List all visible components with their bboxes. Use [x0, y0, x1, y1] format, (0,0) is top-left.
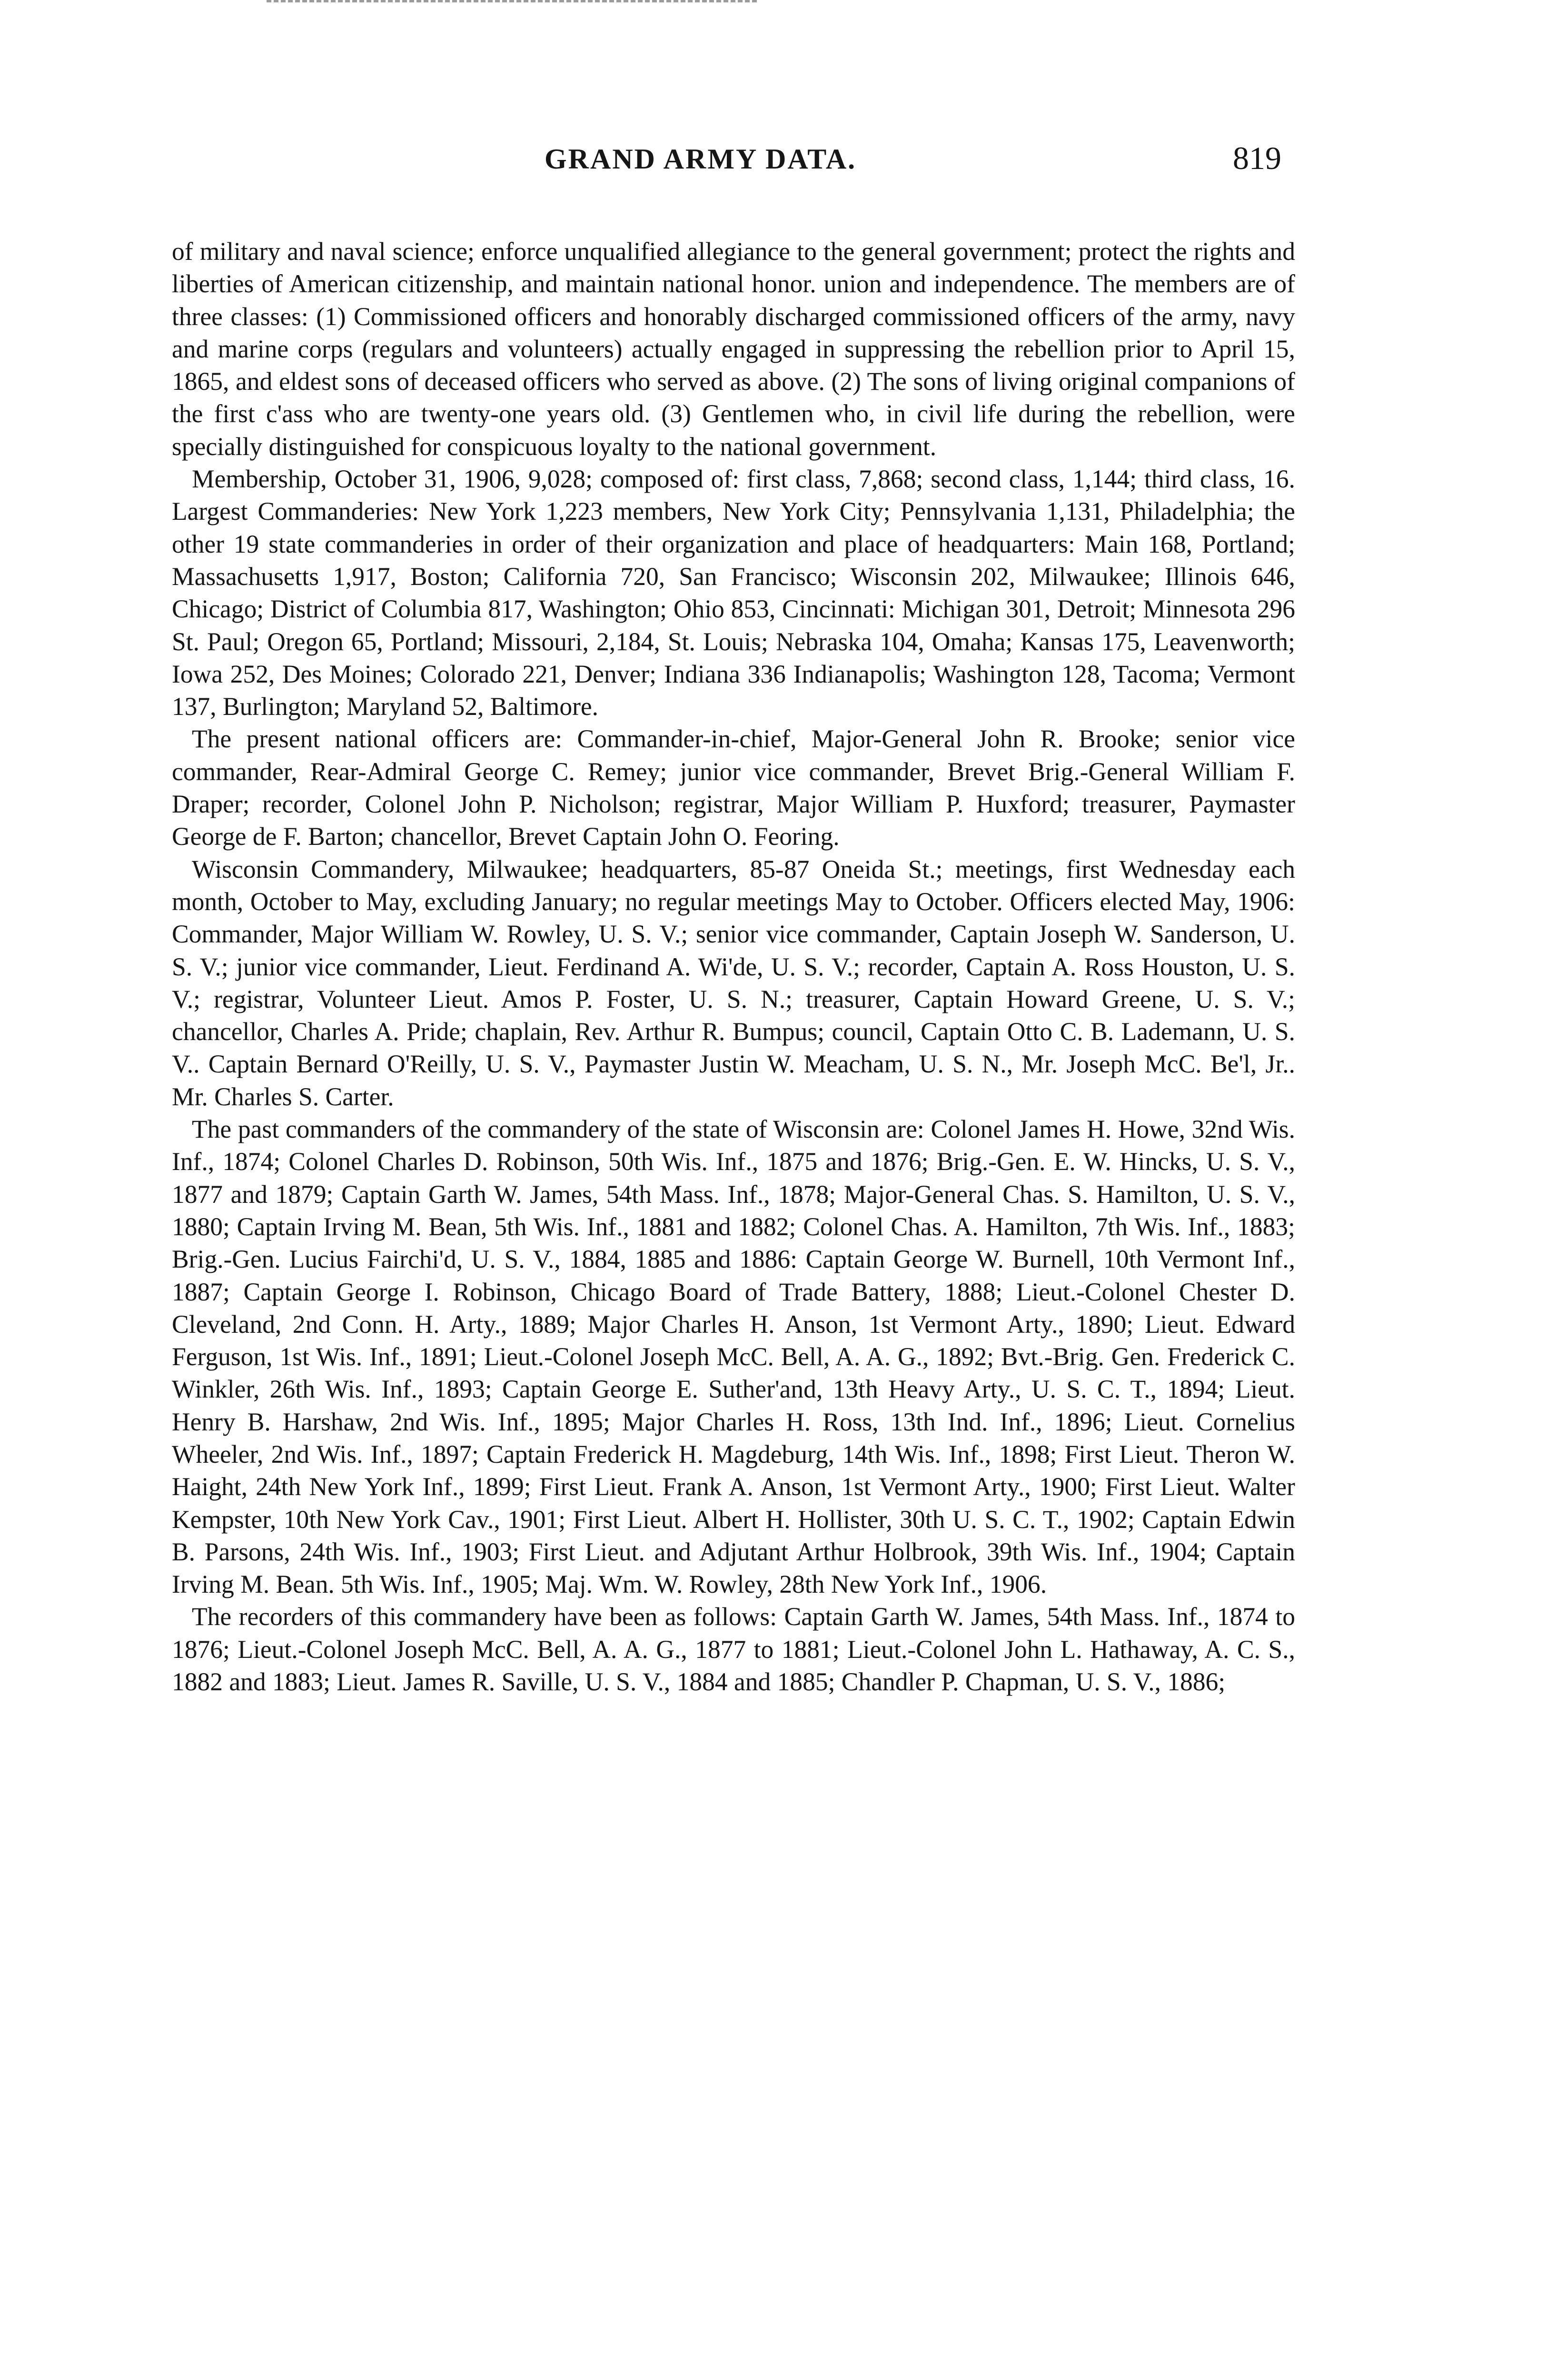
paragraph-national-officers: The present national officers are: Commander-in-chief, Major-General John R. Brooke; senior vice commander, Rear-Admiral George C. Remey; junior vice commander, Brevet Brig.-General William F. Draper; recorder, Colonel John P. Nicholson; registrar, Major William P. Huxford; treasurer, Paymaster George de F. Barton; chancellor, Brevet Captain John O. Feoring. — [172, 724, 1295, 851]
paragraph-membership: Membership, October 31, 1906, 9,028; composed of: first class, 7,868; second class, 1,144; third class, 16. Largest Commanderies: New York 1,223 members, New York City; Pennsylvania 1,131, Philadelphia; the other 19 state commanderies in order of their organization and place of headquarters: Main 168, Portland; Massachusetts 1,917, Boston; California 720, San Francisco; Wisconsin 202, Milwaukee; Illinois 646, Chicago; District of Columbia 817, Washington; Ohio 853, Cincinnati: Michigan 301, Detroit; Minnesota 296 St. Paul; Oregon 65, Portland; Missouri, 2,184, St. Louis; Nebraska 104, Omaha; Kansas 175, Leavenworth; Iowa 252, Des Moines; Colorado 221, Denver; Indiana 336 Indianapolis; Washington 128, Tacoma; Vermont 137, Burlington; Maryland 52, Baltimore. — [172, 465, 1295, 721]
top-edge-scratch — [267, 0, 757, 9]
body-text — [172, 235, 1295, 1698]
page-number: 819 — [1233, 140, 1281, 176]
running-head: GRAND ARMY DATA. — [545, 143, 857, 175]
paragraph-past-commanders: The past commanders of the commandery of the state of Wisconsin are: Colonel James H. Howe, 32nd Wis. Inf., 1874; Colonel Charles D. Robinson, 50th Wis. Inf., 1875 and 1876; Brig.-Gen. E. W. Hincks, U. S. V., 1877 and 1879; Captain Garth W. James, 54th Mass. Inf., 1878; Major-General Chas. S. Hamilton, U. S. V., 1880; Captain Irving M. Bean, 5th Wis. Inf., 1881 and 1882; Colonel Chas. A. Hamilton, 7th Wis. Inf., 1883; Brig.-Gen. Lucius Fairchi'd, U. S. V., 1884, 1885 and 1886: Captain George W. Burnell, 10th Vermont Inf., 1887; Captain George I. Robinson, Chicago Board of Trade Battery, 1888; Lieut.-Colonel Chester D. Cleveland, 2nd Conn. H. Arty., 1889; Major Charles H. Anson, 1st Vermont Arty., 1890; Lieut. Edward Ferguson, 1st Wis. Inf., 1891; Lieut.-Colonel Joseph McC. Bell, A. A. G., 1892; Bvt.-Brig. Gen. Frederick C. Winkler, 26th Wis. Inf., 1893; Captain George E. Suther'and, 13th Heavy Arty., U. S. C. T., 1894; Lieut. Henry B. Harshaw, 2nd Wis. Inf., 1895; Major Charles H. Ross, 13th Ind. Inf., 1896; Lieut. Cornelius Wheeler, 2nd Wis. Inf., 1897; Captain Frederick H. Magdeburg, 14th Wis. Inf., 1898; First Lieut. Theron W. Haight, 24th New York Inf., 1899; First Lieut. Frank A. Anson, 1st Vermont Arty., 1900; First Lieut. Walter Kempster, 10th New York Cav., 1901; First Lieut. Albert H. Hollister, 30th U. S. C. T., 1902; Captain Edwin B. Parsons, 24th Wis. Inf., 1903; First Lieut. and Adjutant Arthur Holbrook, 39th Wis. Inf., 1904; Captain Irving M. Bean. 5th Wis. Inf., 1905; Maj. Wm. W. Rowley, 28th New York Inf., 1906. — [172, 1115, 1295, 1599]
paragraph-wisconsin-commandery: Wisconsin Commandery, Milwaukee; headquarters, 85-87 Oneida St.; meetings, first Wednesday each month, October to May, excluding January; no regular meetings May to October. Officers elected May, 1906: Commander, Major William W. Rowley, U. S. V.; senior vice commander, Captain Joseph W. Sanderson, U. S. V.; junior vice commander, Lieut. Ferdinand A. Wi'de, U. S. V.; recorder, Captain A. Ross Houston, U. S. V.; registrar, Volunteer Lieut. Amos P. Foster, U. S. N.; treasurer, Captain Howard Greene, U. S. V.; chancellor, Charles A. Pride; chaplain, Rev. Arthur R. Bumpus; council, Captain Otto C. B. Lademann, U. S. V.. Captain Bernard O'Reilly, U. S. V., Paymaster Justin W. Meacham, U. S. N., Mr. Joseph McC. Be'l, Jr.. Mr. Charles S. Carter. — [172, 854, 1295, 1111]
paragraph-recorders: The recorders of this commandery have been as follows: Captain Garth W. James, 54th Mass. Inf., 1874 to 1876; Lieut.-Colonel Joseph McC. Bell, A. A. G., 1877 to 1881; Lieut.-Colonel John L. Hathaway, A. C. S., 1882 and 1883; Lieut. James R. Saville, U. S. V., 1884 and 1885; Chandler P. Chapman, U. S. V., 1886; — [172, 1602, 1295, 1696]
paragraph-continued-classes: of military and naval science; enforce unqualified allegiance to the general government; protect the rights and liberties of American citizenship, and maintain national honor. union and independence. The members are of three classes: (1) Commissioned officers and honorably discharged commissioned officers of the army, navy and marine corps (regulars and volunteers) actually engaged in suppressing the rebellion prior to April 15, 1865, and eldest sons of deceased officers who served as above. (2) The sons of living original companions of the first c'ass who are twenty-one years old. (3) Gentlemen who, in civil life during the rebellion, were specially distinguished for conspicuous loyalty to the national government. — [172, 237, 1295, 461]
